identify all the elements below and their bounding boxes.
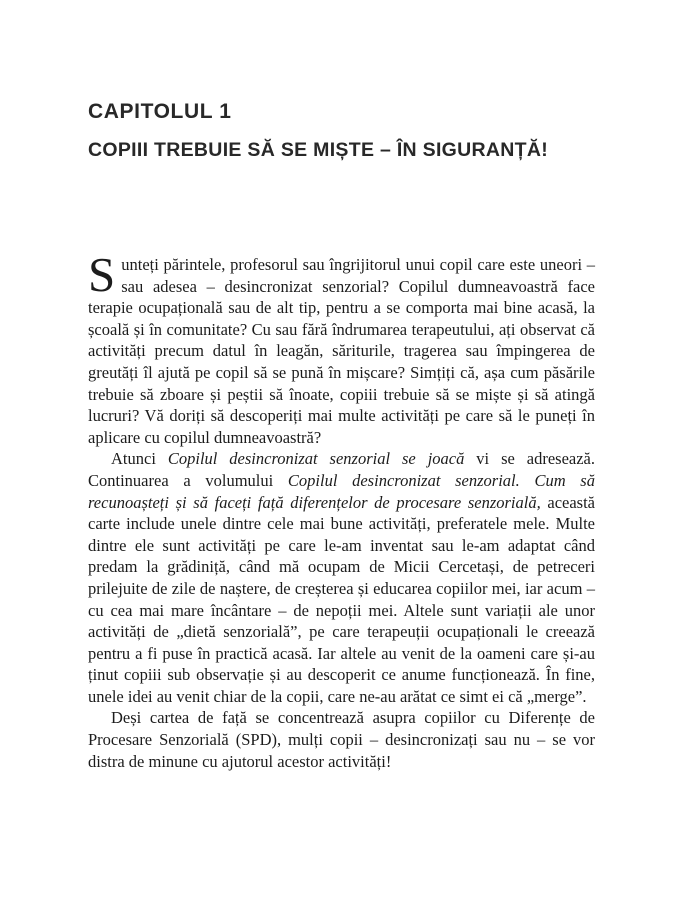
text-segment: Deși cartea de față se concentrează asupra copiilor cu Diferențe de Procesare Senzorială (SPD), mulți copii – desincronizați sau nu – se vor distra de minune cu ajutorul acestor activități! bbox=[88, 708, 595, 771]
body-text bbox=[88, 247, 595, 772]
paragraph bbox=[88, 247, 595, 448]
text-segment: vi se adresează. Continuarea a volumului bbox=[88, 449, 595, 490]
chapter-title: COPIII TREBUIE SĂ SE MIȘTE – ÎN SIGURANȚĂ! bbox=[88, 139, 549, 161]
chapter-label: CAPITOLUL 1 bbox=[88, 100, 232, 123]
paragraph bbox=[88, 448, 595, 707]
italic-text: Copilul desincronizat senzorial. Cum să recunoașteți și să faceți față diferențelor de procesare senzorială, bbox=[88, 470, 595, 512]
text-segment: unteți părintele, profesorul sau îngrijitorul unui copil care este uneori – sau adesea – desincronizat senzorial? Copilul dumneavoastră face terapie ocupațională sau de alt tip, pentru a se comporta mai bine acasă, la școală și în comunitate? Cu sau fără îndrumarea terapeutului, ați observat că activități precum datul în leagăn, săriturile, tragerea sau împingerea de greutăți îl ajută pe copil să se pună în mișcare? Simțiți că, așa cum păsările trebuie să zboare și peștii să înoate, copiii trebuie să se miște și să atingă lucruri? Vă doriți să descoperiți mai multe activități pe care să le puneți în aplicare cu copilul dumneavoastră? bbox=[88, 255, 595, 447]
italic-text: Copilul desincronizat senzorial se joacă bbox=[167, 449, 465, 469]
drop-cap: S bbox=[88, 247, 116, 302]
paragraph bbox=[88, 707, 595, 772]
text-segment: Atunci bbox=[111, 449, 168, 469]
text-segment: această carte include unele dintre cele mai bune activități, preferatele mele. Multe dintre ele sunt activități pe care le-am inventat sau le-am adaptat când predam la grădiniță, când mă ocupam de Micii Cercetași, de petreceri prilejuite de zile de naștere, de creșterea și educarea copiilor mei, iar acum – cu cea mai mare încântare – de nepoții mei. Altele sunt variații ale unor activități de „dietă senzorială”, pe care terapeuții ocupaționali le creează pentru a fi puse în practică acasă. Iar altele au venit de la oameni care și-au ținut copiii sub observație și au descoperit ce anume funcționează. În fine, unele idei au venit chiar de la copii, care ne-au arătat ce simt ei că „merge”. bbox=[88, 492, 595, 706]
